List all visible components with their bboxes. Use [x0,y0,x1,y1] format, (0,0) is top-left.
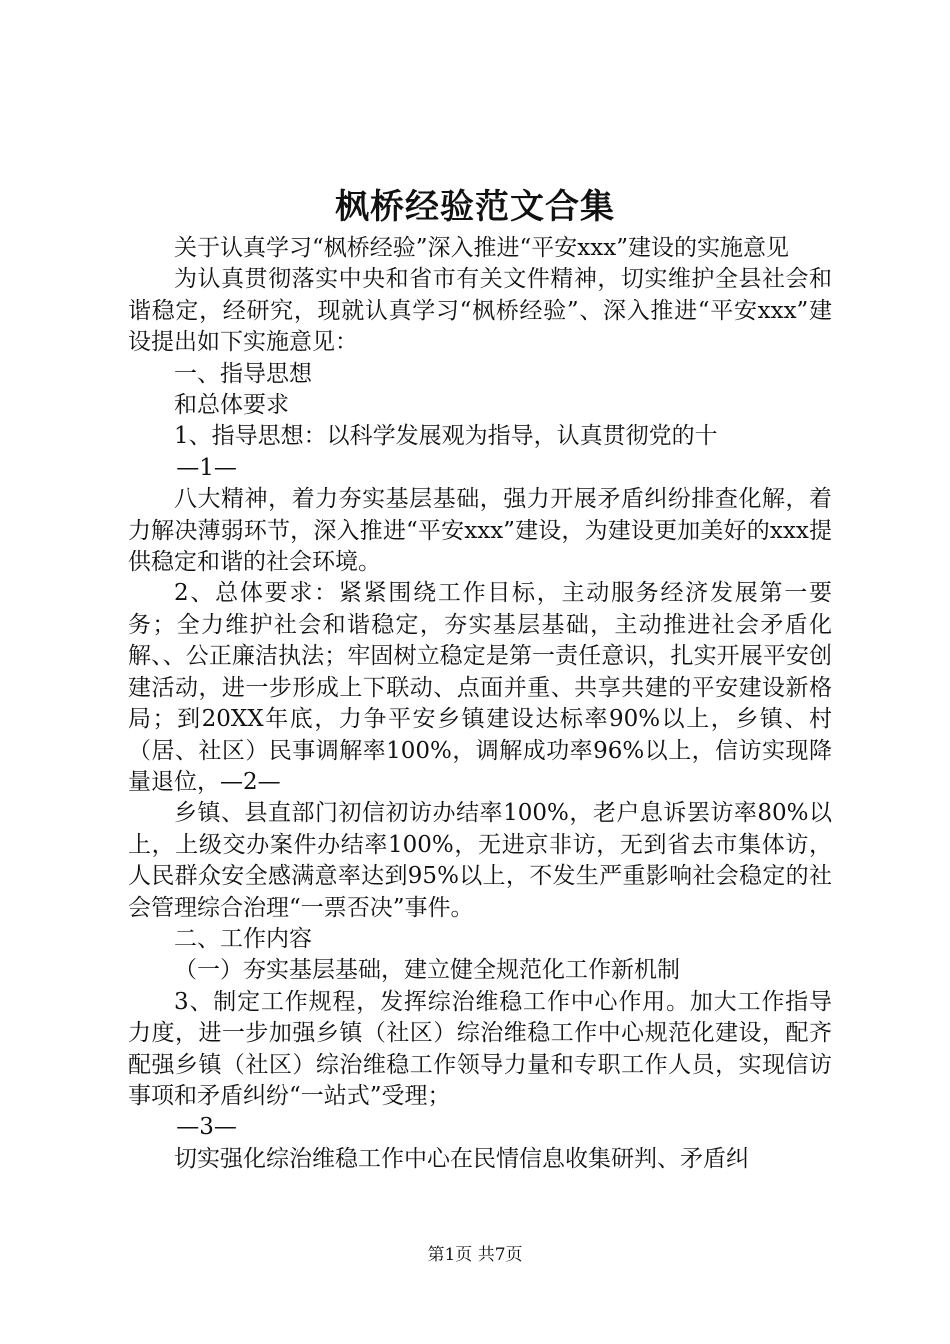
paragraph-intro: 为认真贯彻落实中央和省市有关文件精神，切实维护全县社会和谐稳定，经研究，现就认真学习“枫桥经验”、深入推进“平安xxx”建设提出如下实施意见： [128,266,832,356]
paragraph-guiding-cont: 八大精神，着力夯实基层基础，强力开展矛盾纠纷排查化解，着力解决薄弱环节，深入推进“平安xxx”建设，为建设更加美好的xxx提供稳定和谐的社会环境。 [128,486,832,576]
page-footer: 第1页 共7页 [427,1245,523,1265]
paragraph-item-3-cont: 切实强化综治维稳工作中心在民情信息收集研判、矛盾纠 [174,1145,749,1172]
paragraph-requirements: 2、总体要求：紧紧围绕工作目标，主动服务经济发展第一要务；全力维护社会和谐稳定，夯实基层基础，主动推进社会矛盾化解、、公正廉洁执法；牢固树立稳定是第一责任意识，扎实开展平安创建活动，进一步形成上下联动、点面并重、共享共建的平安建设新格局；到20XX年底，力争平安乡镇建设达标率90%以上，乡镇、村（居、社区）民事调解率100%，调解成功率96%以上，信访实现降量退位，—2— [128,580,832,795]
paragraph-requirements-cont: 乡镇、县直部门初信初访办结率100%，老户息诉罢访率80%以上，上级交办案件办结率100%，无进京非访，无到省去市集体访，人民群众安全感满意率达到95%以上，不发生严重影响社会稳定的社会管理综合治理“一票否决”事件。 [128,800,832,921]
paragraph-heading: 关于认真学习“枫桥经验”深入推进“平安xxx”建设的实施意见 [174,235,789,261]
document-body [128,233,832,1175]
section-heading-1-cont: 和总体要求 [174,392,289,419]
paragraph-item-3: 3、制定工作规程，发挥综治维稳工作中心作用。加大工作指导力度，进一步加强乡镇（社区）综治维稳工作中心规范化建设，配齐配强乡镇（社区）综治维稳工作领导力量和专职工作人员，实现信访事项和矛盾纠纷“一站式”受理； [128,988,832,1109]
page-marker-1: —1— [176,454,237,481]
page-marker-3: —3— [176,1114,237,1141]
paragraph-guiding: 1、指导思想：以科学发展观为指导，认真贯彻党的十 [174,423,718,450]
section-heading-2: 二、工作内容 [174,925,312,952]
document-title: 枫桥经验范文合集 [335,187,615,227]
section-heading-1: 一、指导思想 [174,360,312,387]
subsection-heading-1: （一）夯实基层基础，建立健全规范化工作新机制 [174,957,680,984]
